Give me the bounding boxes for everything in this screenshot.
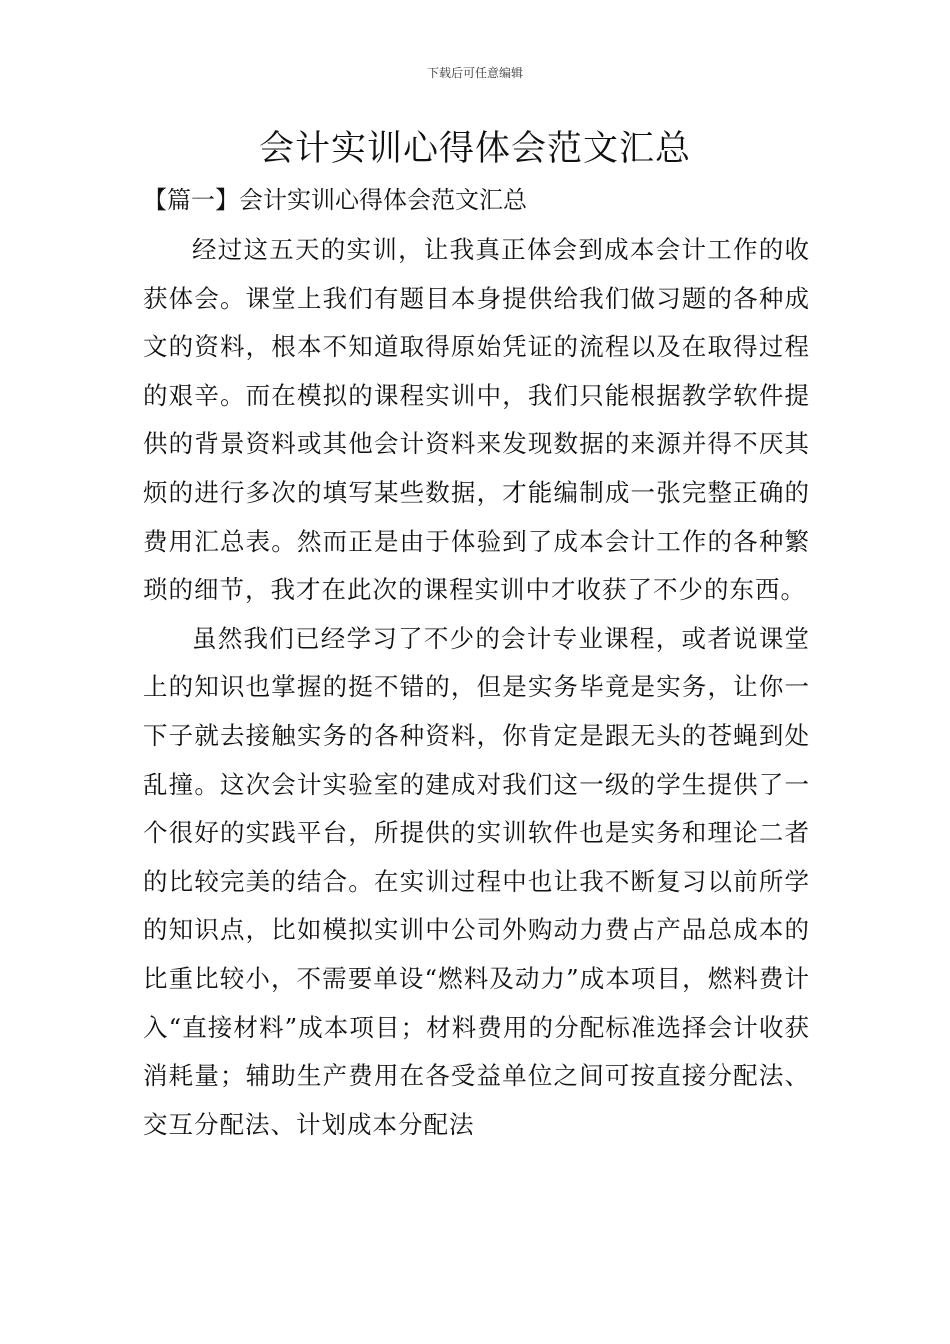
paragraph-1: 经过这五天的实训，让我真正体会到成本会计工作的收获体会。课堂上我们有题目本身提供给我们做习题的各种成文的资料，根本不知道取得原始凭证的流程以及在取得过程的艰辛。而在模拟的课程实训中，我们只能根据教学软件提供的背景资料或其他会计资料来发现数据的来源并得不厌其烦的进行多次的填写某些数据，才能编制成一张完整正确的费用汇总表。然而正是由于体验到了成本会计工作的各种繁琐的细节，我才在此次的课程实训中才收获了不少的东西。 [143, 235, 810, 605]
header-note: 下载后可任意编辑 [426, 66, 523, 80]
body-text [143, 226, 810, 1149]
document-title: 会计实训心得体会范文汇总 [258, 129, 691, 169]
section-heading: 【篇一】会计实训心得体会范文汇总 [143, 186, 527, 214]
paragraph-2: 虽然我们已经学习了不少的会计专业课程，或者说课堂上的知识也掌握的挺不错的，但是实务毕竟是实务，让你一下子就去接触实务的各种资料，你肯定是跟无头的苍蝇到处乱撞。这次会计实验室的建成对我们这一级的学生提供了一个很好的实践平台，所提供的实训软件也是实务和理论二者的比较完美的结合。在实训过程中也让我不断复习以前所学的知识点，比如模拟实训中公司外购动力费占产品总成本的比重比较小，不需要单设“燃料及动力”成本项目，燃料费计入“直接材料”成本项目；材料费用的分配标准选择会计收获消耗量；辅助生产费用在各受益单位之间可按直接分配法、交互分配法、计划成本分配法 [143, 623, 810, 1139]
